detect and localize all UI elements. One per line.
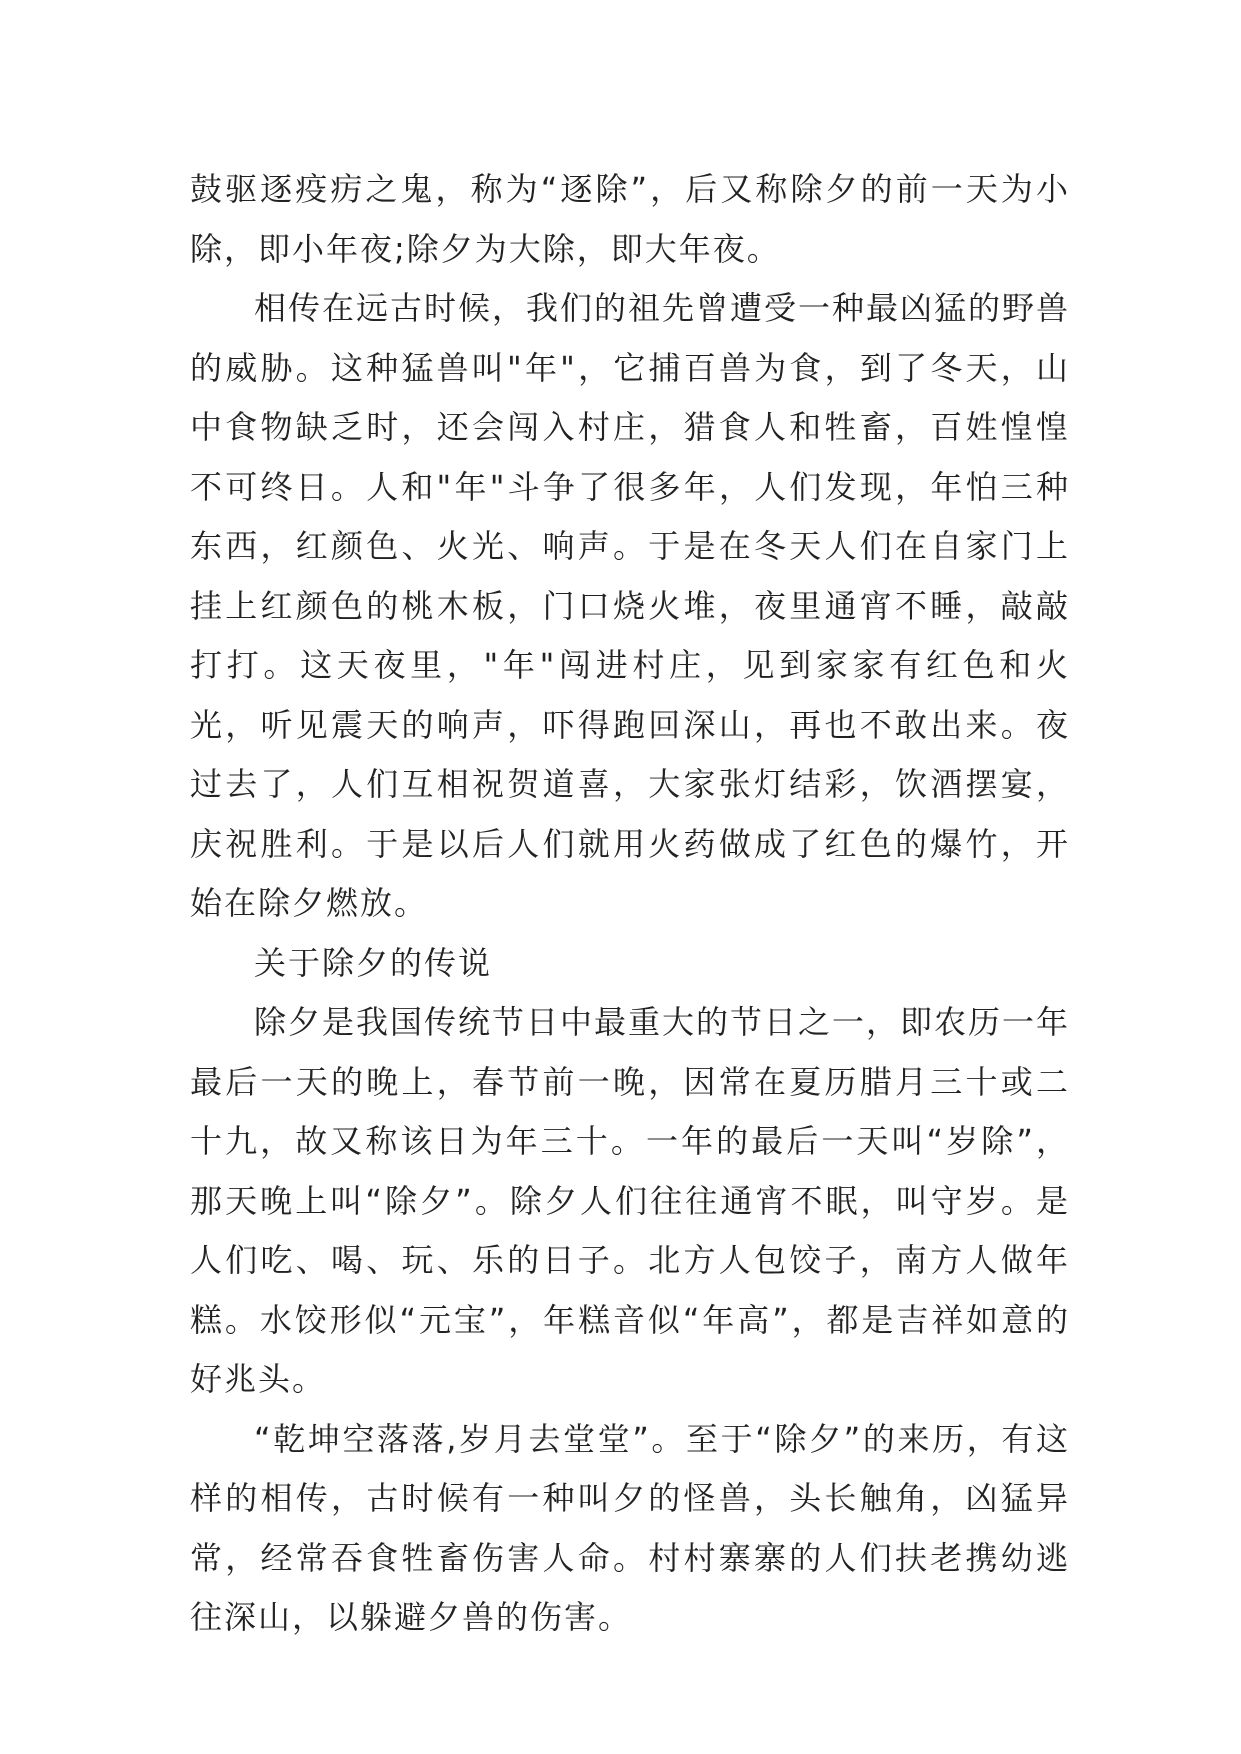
section-heading: 关于除夕的传说 bbox=[254, 943, 493, 982]
paragraph: 相传在远古时候，我们的祖先曾遭受一种最凶猛的野兽的威胁。这种猛兽叫"年"，它捕百兽为食，到了冬天，山中食物缺乏时，还会闯入村庄，猎食人和牲畜，百姓惶惶不可终日。人和"年"斗争了很多年，人们发现，年怕三种东西，红颜色、火光、响声。于是在冬天人们在自家门上挂上红颜色的桃木板，门口烧火堆，夜里通宵不睡，敲敲打打。这天夜里，"年"闯进村庄，见到家家有红色和火光，听见震天的响声，吓得跑回深山，再也不敢出来。夜过去了，人们互相祝贺道喜，大家张灯结彩，饮酒摆宴，庆祝胜利。于是以后人们就用火药做成了红色的爆竹，开始在除夕燃放。 bbox=[190, 289, 1071, 922]
paragraph: 除夕是我国传统节日中最重大的节日之一，即农历一年最后一天的晚上，春节前一晚，因常在夏历腊月三十或二十九，故又称该日为年三十。一年的最后一天叫“岁除”，那天晚上叫“除夕”。除夕人们往往通宵不眠，叫守岁。是人们吃、喝、玩、乐的日子。北方人包饺子，南方人做年糕。水饺形似“元宝”，年糕音似“年高”，都是吉祥如意的好兆头。 bbox=[190, 1003, 1071, 1398]
paragraph: 鼓驱逐疫疠之鬼，称为“逐除”，后又称除夕的前一天为小除，即小年夜;除夕为大除，即大年夜。 bbox=[190, 170, 1070, 268]
paragraph: “乾坤空落落,岁月去堂堂”。至于“除夕”的来历，有这样的相传，古时候有一种叫夕的怪兽，头长触角，凶猛异常，经常吞食牲畜伤害人命。村村寨寨的人们扶老携幼逃往深山，以躲避夕兽的伤害。 bbox=[190, 1419, 1070, 1636]
document-body bbox=[190, 160, 1070, 1648]
